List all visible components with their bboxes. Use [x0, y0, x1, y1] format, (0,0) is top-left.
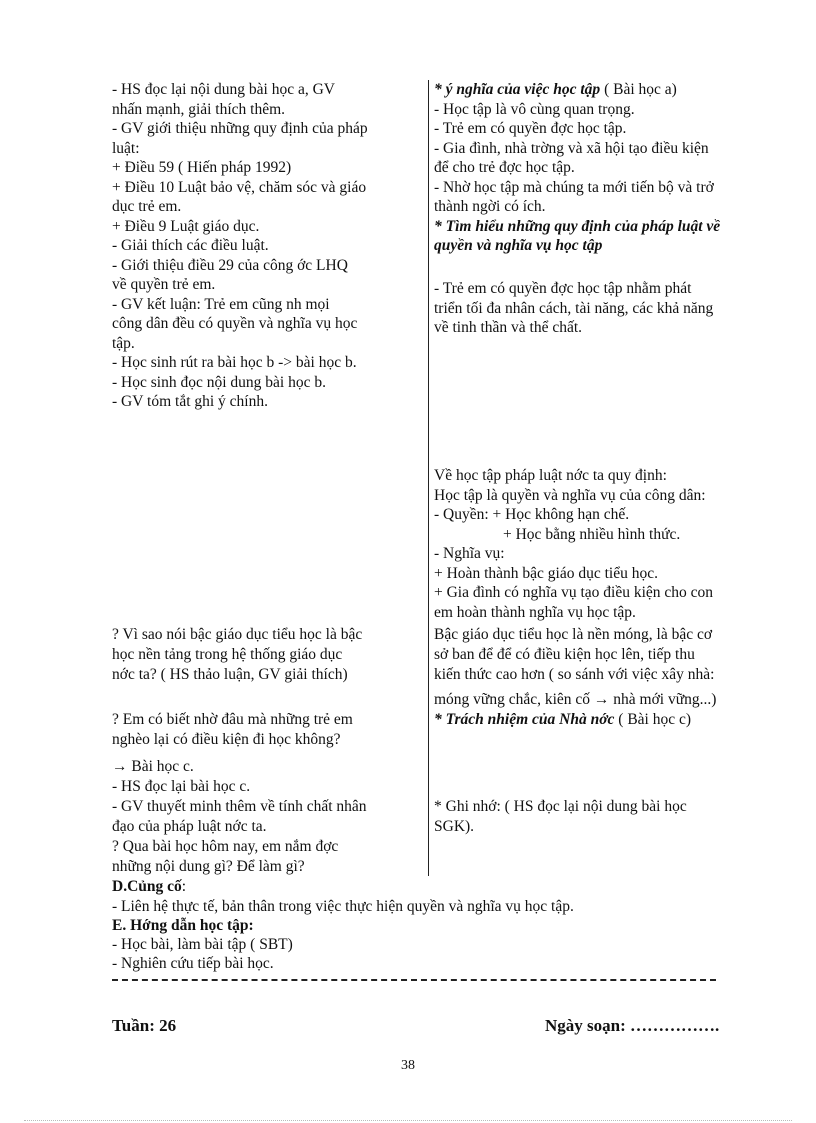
question-primary-education: học nền tảng trong hệ thống giáo dục [112, 646, 343, 663]
left-line: tập. [112, 334, 135, 352]
left-line: + Điều 9 Luật giáo dục. [112, 217, 260, 235]
heading-meaning-of-learning [434, 80, 677, 100]
question-primary-education: nớc ta? ( HS thảo luận, GV giải thích) [112, 666, 348, 683]
law-line: Học tập là quyền và nghĩa vụ của công dân: [434, 486, 706, 504]
right-line: về tinh thần và thể chất. [434, 319, 583, 336]
heading-state-suffix: ( Bài học c) [614, 711, 692, 728]
guide-line: - Nghiên cứu tiếp bài học. [112, 955, 274, 972]
question-poor-children: ? Em có biết nhờ đâu mà những trẻ em [112, 711, 353, 728]
question-poor-children: nghèo lại có điều kiện đi học không? [112, 731, 341, 748]
consolidation-line: - Liên hệ thực tế, bản thân trong việc thực hiện quyền và nghĩa vụ học tập. [112, 898, 574, 915]
page-number: 38 [401, 1058, 415, 1073]
left-line: về quyền trẻ em. [112, 276, 216, 293]
lesson-table [112, 80, 782, 876]
primary-education-line: Bậc giáo dục tiểu học là nền móng, là bậc cơ [434, 626, 713, 643]
law-line: em hoàn thành nghĩa vụ học tập. [434, 603, 636, 621]
left-line: luật: [112, 139, 140, 157]
lesson-c-arrow-line: → Bài học c. [112, 758, 194, 775]
right-line: - Trẻ em có quyền đợc học tập. [434, 120, 627, 137]
week-label: Tuần: 26 [112, 1016, 177, 1035]
column-divider [428, 80, 429, 876]
heading-law-provisions-cont: quyền và nghĩa vụ học tập [434, 237, 603, 254]
left-line: - GV kết luận: Trẻ em cũng nh mọi [112, 295, 330, 313]
left-line: - GV giới thiệu những quy định của pháp [112, 120, 368, 137]
left-line: - GV tóm tắt ghi ý chính. [112, 393, 268, 410]
primary-education-line: móng vững chắc, kiên cố → nhà mới vững...) [434, 691, 717, 708]
consolidation-title [112, 878, 186, 896]
heading-law-provisions: * Tìm hiểu những quy định của pháp luật về [434, 217, 721, 235]
dashed-separator [112, 979, 716, 981]
heading-meaning-text: * ý nghĩa của việc học tập [434, 81, 601, 98]
left-line: công dân đều có quyền và nghĩa vụ học [112, 315, 358, 332]
left-line: dục trẻ em. [112, 198, 182, 215]
date-label: Ngày soạn: ……………. [545, 1016, 720, 1035]
right-line: để cho trẻ đợc học tập. [434, 159, 575, 176]
left-line: + Điều 10 Luật bảo vệ, chăm sóc và giáo [112, 178, 367, 196]
left-line: - Giới thiệu điều 29 của công ớc LHQ [112, 256, 348, 274]
left-tail-line: - GV thuyết minh thêm về tính chất nhân [112, 798, 367, 815]
guide-title: E. Hớng dẫn học tập: [112, 917, 254, 934]
left-line: - HS đọc lại nội dung bài học a, GV [112, 81, 335, 98]
law-line: - Quyền: + Học không hạn chế. [434, 506, 630, 523]
left-tail-line: những nội dung gì? Để làm gì? [112, 858, 305, 875]
heading-state-text: * Trách nhiệm của Nhà nớc [434, 711, 615, 728]
right-line: triển tối đa nhân cách, tài năng, các khả năng [434, 299, 714, 317]
left-line: - Học sinh rút ra bài học b -> bài học b. [112, 354, 357, 371]
primary-education-line: sở ban để để có điều kiện học lên, tiếp thu [434, 646, 695, 663]
note-line: * Ghi nhớ: ( HS đọc lại nội dung bài học [434, 798, 687, 815]
left-line: + Điều 59 ( Hiến pháp 1992) [112, 159, 292, 176]
law-line: + Gia đình có nghĩa vụ tạo điều kiện cho con [434, 584, 714, 601]
right-line: - Gia đình, nhà trờng và xã hội tạo điều kiện [434, 139, 709, 157]
right-line: - Học tập là vô cùng quan trọng. [434, 100, 635, 118]
left-tail-line: ? Qua bài học hôm nay, em nắm đợc [112, 838, 339, 855]
law-line: + Hoàn thành bậc giáo dục tiểu học. [434, 564, 658, 582]
left-tail-line: - HS đọc lại bài học c. [112, 778, 251, 795]
note-line: SGK). [434, 818, 475, 835]
law-line: - Nghĩa vụ: [434, 545, 505, 562]
left-line: nhấn mạnh, giải thích thêm. [112, 100, 286, 118]
left-tail-line: đạo của pháp luật nớc ta. [112, 818, 267, 835]
left-line: - Học sinh đọc nội dung bài học b. [112, 373, 326, 391]
consolidation-title-text: D.Củng cố [112, 878, 182, 895]
question-primary-education: ? Vì sao nói bậc giáo dục tiểu học là bậc [112, 626, 363, 643]
right-line: - Nhờ học tập mà chúng ta mới tiến bộ và trở [434, 178, 714, 196]
heading-state-responsibility [434, 710, 691, 730]
page-bottom-rule [24, 1120, 792, 1121]
guide-line: - Học bài, làm bài tập ( SBT) [112, 936, 293, 953]
right-line: - Trẻ em có quyền đợc học tập nhằm phát [434, 280, 692, 297]
right-line: thành ngời có ích. [434, 198, 546, 215]
left-line: - Giải thích các điều luật. [112, 237, 269, 254]
law-line: Về học tập pháp luật nớc ta quy định: [434, 467, 667, 484]
primary-education-line: kiến thức cao hơn ( so sánh với việc xây nhà: [434, 666, 715, 683]
heading-meaning-suffix: ( Bài học a) [600, 81, 677, 98]
consolidation-title-suffix: : [181, 878, 187, 895]
law-indent-line: + Học bằng nhiều hình thức. [503, 525, 681, 543]
